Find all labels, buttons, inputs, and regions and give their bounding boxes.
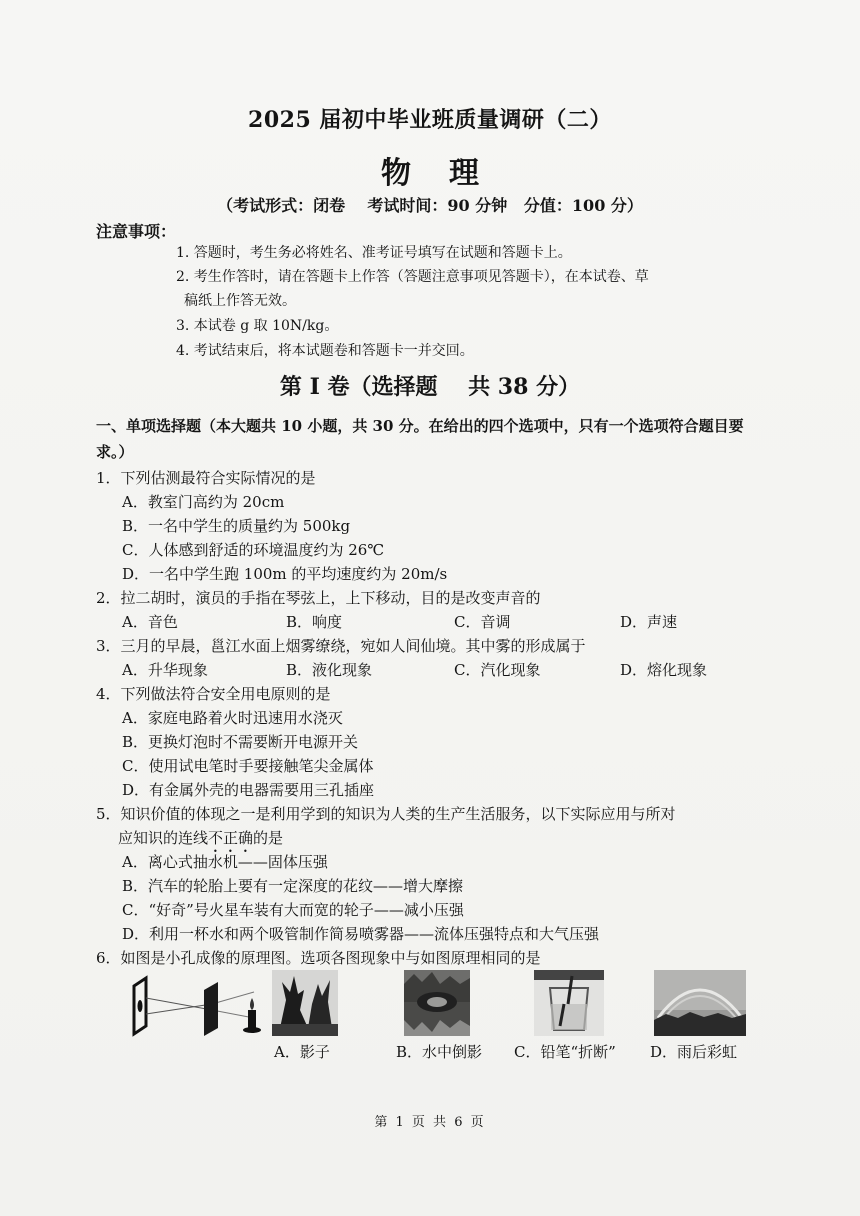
q6-caption-a: A．影子 [274, 1043, 330, 1061]
q4-option-b: B．更换灯泡时不需要断开电源开关 [122, 733, 359, 751]
q5-option-d: D．利用一杯水和两个吸管制作简易喷雾器——流体压强特点和大气压强 [122, 925, 600, 943]
exam-title: 2025 届初中毕业班质量调研（二） [248, 107, 612, 133]
water-reflection-photo [404, 970, 470, 1036]
q6-caption-c: C．铅笔“折断” [514, 1043, 616, 1061]
notice-item-4: 4. 考试结束后，将本试题卷和答题卡一并交回。 [176, 343, 474, 359]
q3-option-b: B．液化现象 [286, 661, 373, 679]
q4-option-a: A．家庭电路着火时迅速用水浇灭 [122, 709, 343, 727]
pinhole-diagram [128, 968, 268, 1038]
exam-info: （考试形式：闭卷 考试时间：90 分钟 分值：100 分） [217, 196, 643, 215]
notice-heading: 注意事项： [96, 222, 177, 241]
shadow-photo [272, 970, 338, 1036]
q1-option-b: B．一名中学生的质量约为 500kg [122, 517, 351, 535]
q1-option-d: D．一名中学生跑 100m 的平均速度约为 20m/s [122, 565, 448, 583]
q2-option-b: B．响度 [286, 613, 343, 631]
notice-item-3: 3. 本试卷 g 取 10N/kg。 [176, 318, 339, 334]
q3-option-c: C．汽化现象 [454, 661, 541, 679]
q3-option-d: D．熔化现象 [620, 661, 708, 679]
q6-caption-b: B．水中倒影 [396, 1043, 483, 1061]
q5-option-b: B．汽车的轮胎上要有一定深度的花纹——增大摩擦 [122, 877, 464, 895]
subject-title: 物理 [381, 156, 517, 191]
page-footer: 第 1 页 共 6 页 [374, 1115, 486, 1130]
question-5-stem-line1: 5．知识价值的体现之一是利用学到的知识为人类的生产生活服务，以下实际应用与所对 [96, 805, 676, 823]
q1-option-c: C．人体感到舒适的环境温度约为 26℃ [122, 541, 385, 559]
q6-caption-d: D．雨后彩虹 [650, 1043, 738, 1061]
q5-stem-pre: 应知识的连线 [118, 829, 209, 847]
question-4-stem: 4．下列做法符合安全用电原则的是 [96, 685, 331, 703]
candle-icon [243, 998, 261, 1033]
q4-option-c: C．使用试电笔时手要接触笔尖金属体 [122, 757, 374, 775]
part-heading: 一、单项选择题（本大题共 10 小题，共 30 分。在给出的四个选项中，只有一个选项符合题目要求。） [96, 417, 744, 461]
q5-option-a: A．离心式抽水机——固体压强 [122, 853, 328, 871]
notice-item-2: 2. 考生作答时，请在答题卡上作答（答题注意事项见答题卡），在本试卷、草 [176, 269, 649, 285]
question-6-stem: 6．如图是小孔成像的原理图。选项各图现象中与如图原理相同的是 [96, 949, 541, 967]
q5-stem-post: 的是 [253, 829, 284, 847]
q1-option-a: A．教室门高约为 20cm [122, 493, 285, 511]
notice-item-1: 1. 答题时，考生务必将姓名、准考证号填写在试题和答题卡上。 [176, 245, 572, 261]
pinhole-board [204, 982, 218, 1036]
q5-stem-emphasis: 不正确 [208, 829, 254, 847]
question-3-stem: 3．三月的早晨，邕江水面上烟雾缭绕，宛如人间仙境。其中雾的形成属于 [96, 637, 586, 655]
question-2-stem: 2．拉二胡时，演员的手指在琴弦上，上下移动，目的是改变声音的 [96, 589, 541, 607]
section-title: 第 I 卷（选择题 共 38 分） [279, 374, 581, 400]
q2-option-a: A．音色 [122, 613, 178, 631]
q4-option-d: D．有金属外壳的电器需要用三孔插座 [122, 781, 375, 799]
q2-option-d: D．声速 [620, 613, 678, 631]
q2-option-c: C．音调 [454, 613, 511, 631]
q5-option-c: C．“好奇”号火星车装有大而宽的轮子——减小压强 [122, 901, 464, 919]
pencil-glass-photo [534, 970, 604, 1036]
q3-option-a: A．升华现象 [122, 661, 208, 679]
screen-image [134, 978, 146, 1034]
question-1-stem: 1．下列估测最符合实际情况的是 [96, 469, 316, 487]
notice-item-2-cont: 稿纸上作答无效。 [184, 293, 296, 309]
rainbow-photo [654, 970, 746, 1036]
